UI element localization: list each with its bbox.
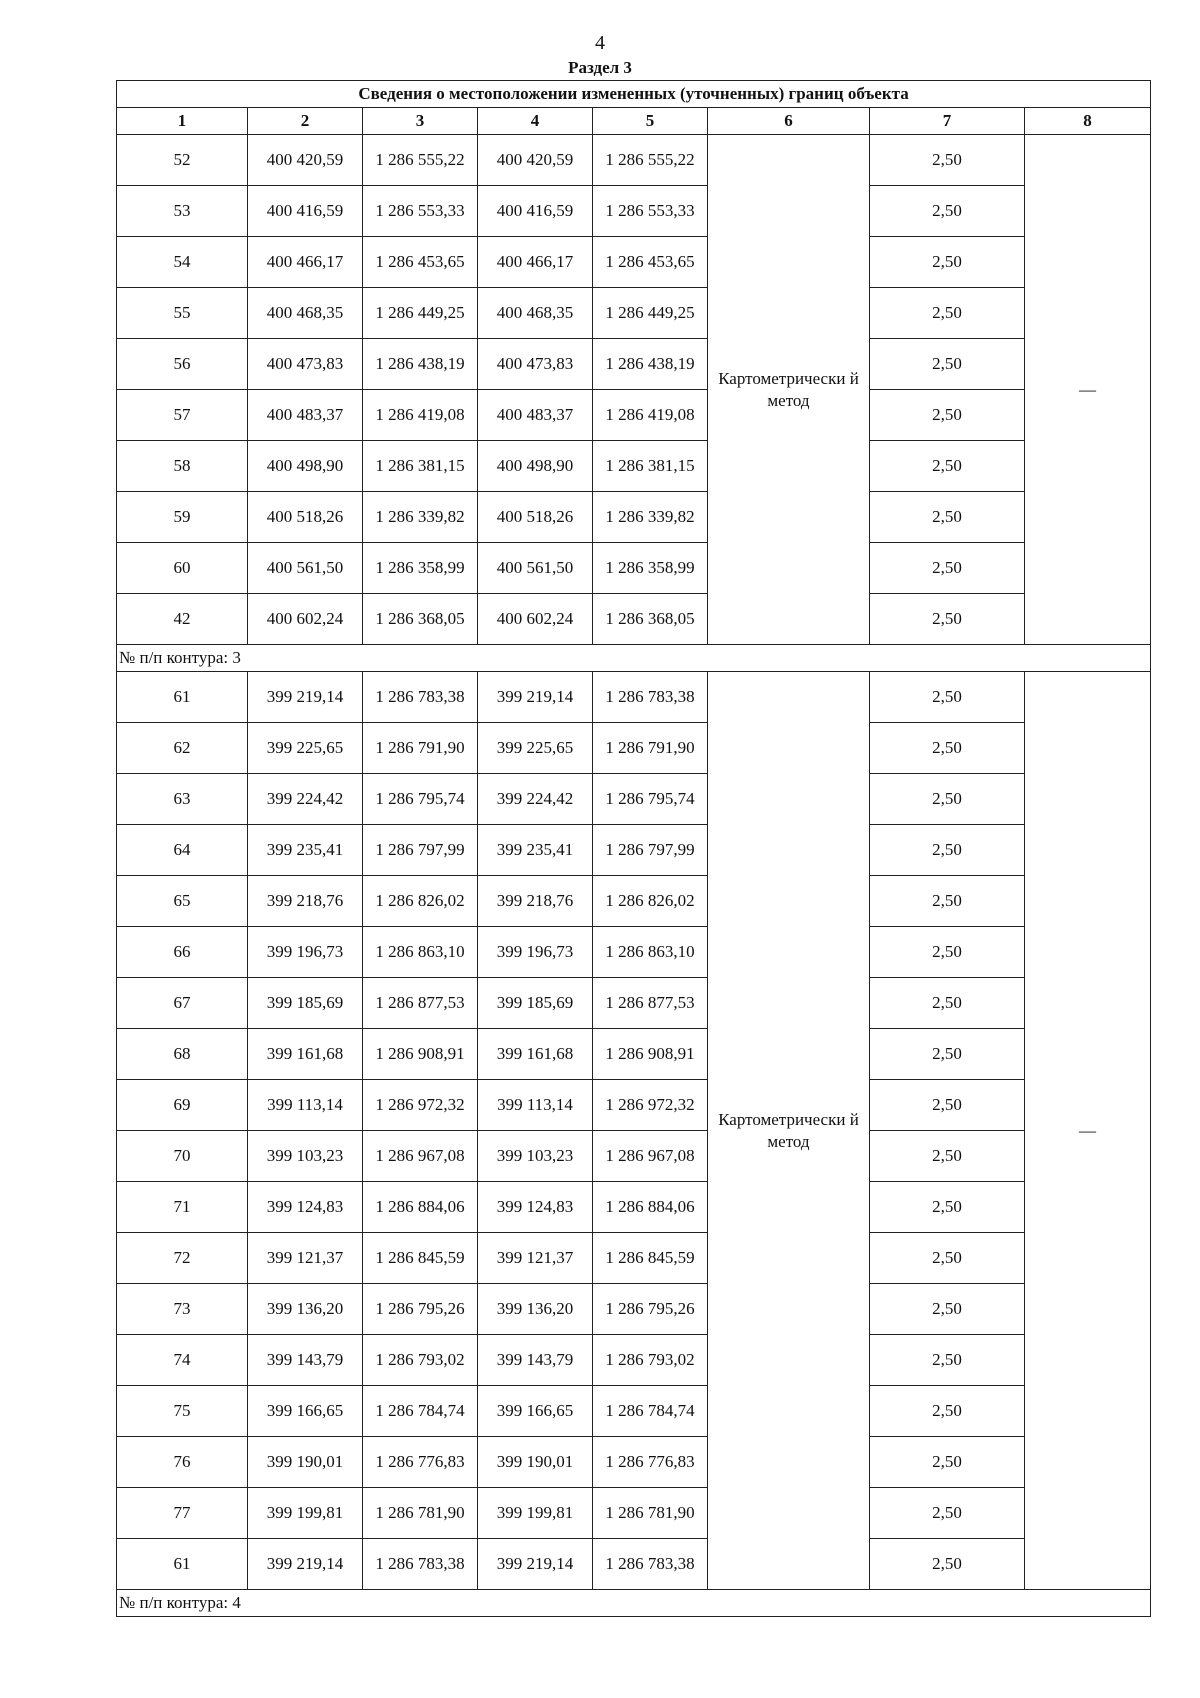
new-x-cell: 399 196,73 [478,927,593,978]
accuracy-cell: 2,50 [870,1437,1025,1488]
point-number-cell: 53 [117,186,248,237]
old-y-cell: 1 286 863,10 [363,927,478,978]
old-x-cell: 399 218,76 [248,876,363,927]
table-row [117,390,1151,441]
table-row [117,237,1151,288]
column-header: 3 [363,108,478,135]
old-x-cell: 400 602,24 [248,594,363,645]
new-y-cell: 1 286 555,22 [593,135,708,186]
old-x-cell: 400 518,26 [248,492,363,543]
section-title: Раздел 3 [568,58,632,77]
new-x-cell: 399 224,42 [478,774,593,825]
table-caption: Сведения о местоположении измененных (уточненных) границ объекта [117,81,1151,108]
new-x-cell: 399 190,01 [478,1437,593,1488]
old-y-cell: 1 286 972,32 [363,1080,478,1131]
old-x-cell: 400 468,35 [248,288,363,339]
point-number-cell: 69 [117,1080,248,1131]
new-y-cell: 1 286 784,74 [593,1386,708,1437]
new-y-cell: 1 286 795,74 [593,774,708,825]
old-x-cell: 399 185,69 [248,978,363,1029]
contour-label: № п/п контура: 3 [117,645,1151,672]
table-row [117,543,1151,594]
point-number-cell: 56 [117,339,248,390]
old-y-cell: 1 286 795,26 [363,1284,478,1335]
new-y-cell: 1 286 908,91 [593,1029,708,1080]
new-x-cell: 400 483,37 [478,390,593,441]
accuracy-cell: 2,50 [870,876,1025,927]
new-y-cell: 1 286 795,26 [593,1284,708,1335]
table-row [117,672,1151,723]
point-number-cell: 55 [117,288,248,339]
new-x-cell: 399 199,81 [478,1488,593,1539]
new-y-cell: 1 286 783,38 [593,1539,708,1590]
new-y-cell: 1 286 826,02 [593,876,708,927]
point-number-cell: 54 [117,237,248,288]
point-number-cell: 68 [117,1029,248,1080]
new-x-cell: 399 113,14 [478,1080,593,1131]
old-y-cell: 1 286 553,33 [363,186,478,237]
new-x-cell: 399 136,20 [478,1284,593,1335]
new-x-cell: 400 468,35 [478,288,593,339]
old-x-cell: 400 416,59 [248,186,363,237]
accuracy-cell: 2,50 [870,237,1025,288]
column-header: 6 [708,108,870,135]
accuracy-cell: 2,50 [870,1284,1025,1335]
old-y-cell: 1 286 783,38 [363,1539,478,1590]
accuracy-cell: 2,50 [870,441,1025,492]
old-y-cell: 1 286 368,05 [363,594,478,645]
point-number-cell: 66 [117,927,248,978]
new-x-cell: 399 235,41 [478,825,593,876]
old-x-cell: 399 136,20 [248,1284,363,1335]
accuracy-cell: 2,50 [870,594,1025,645]
table-row [117,135,1151,186]
point-number-cell: 74 [117,1335,248,1386]
point-number-cell: 64 [117,825,248,876]
old-y-cell: 1 286 845,59 [363,1233,478,1284]
point-number-cell: 63 [117,774,248,825]
point-number-cell: 76 [117,1437,248,1488]
accuracy-cell: 2,50 [870,492,1025,543]
table-header-row [117,108,1151,135]
new-y-cell: 1 286 776,83 [593,1437,708,1488]
accuracy-cell: 2,50 [870,1386,1025,1437]
new-x-cell: 400 420,59 [478,135,593,186]
old-y-cell: 1 286 419,08 [363,390,478,441]
old-y-cell: 1 286 884,06 [363,1182,478,1233]
table-row [117,1437,1151,1488]
accuracy-cell: 2,50 [870,1233,1025,1284]
new-x-cell: 400 518,26 [478,492,593,543]
column-header: 4 [478,108,593,135]
old-y-cell: 1 286 776,83 [363,1437,478,1488]
description-cell: — [1025,135,1151,645]
new-y-cell: 1 286 863,10 [593,927,708,978]
old-y-cell: 1 286 358,99 [363,543,478,594]
old-y-cell: 1 286 877,53 [363,978,478,1029]
table-row [117,288,1151,339]
new-x-cell: 399 143,79 [478,1335,593,1386]
point-number-cell: 60 [117,543,248,594]
new-y-cell: 1 286 368,05 [593,594,708,645]
old-y-cell: 1 286 793,02 [363,1335,478,1386]
old-x-cell: 400 483,37 [248,390,363,441]
accuracy-cell: 2,50 [870,135,1025,186]
new-x-cell: 399 103,23 [478,1131,593,1182]
method-cell: Картометрически й метод [708,135,870,645]
accuracy-cell: 2,50 [870,1182,1025,1233]
new-y-cell: 1 286 797,99 [593,825,708,876]
new-x-cell: 400 416,59 [478,186,593,237]
new-x-cell: 399 225,65 [478,723,593,774]
new-y-cell: 1 286 845,59 [593,1233,708,1284]
old-x-cell: 399 219,14 [248,1539,363,1590]
new-x-cell: 399 161,68 [478,1029,593,1080]
accuracy-cell: 2,50 [870,1080,1025,1131]
point-number-cell: 59 [117,492,248,543]
table-row [117,594,1151,645]
table-row [117,186,1151,237]
contour-label: № п/п контура: 4 [117,1590,1151,1617]
old-y-cell: 1 286 784,74 [363,1386,478,1437]
old-x-cell: 399 103,23 [248,1131,363,1182]
old-x-cell: 399 113,14 [248,1080,363,1131]
new-y-cell: 1 286 884,06 [593,1182,708,1233]
old-x-cell: 399 235,41 [248,825,363,876]
new-x-cell: 400 473,83 [478,339,593,390]
table-row [117,1182,1151,1233]
accuracy-cell: 2,50 [870,1131,1025,1182]
old-y-cell: 1 286 783,38 [363,672,478,723]
new-y-cell: 1 286 449,25 [593,288,708,339]
table-row [117,978,1151,1029]
table-row [117,876,1151,927]
new-y-cell: 1 286 381,15 [593,441,708,492]
old-y-cell: 1 286 453,65 [363,237,478,288]
accuracy-cell: 2,50 [870,1488,1025,1539]
column-header: 5 [593,108,708,135]
new-x-cell: 400 561,50 [478,543,593,594]
new-y-cell: 1 286 358,99 [593,543,708,594]
new-y-cell: 1 286 791,90 [593,723,708,774]
table-row [117,492,1151,543]
new-y-cell: 1 286 438,19 [593,339,708,390]
accuracy-cell: 2,50 [870,1029,1025,1080]
table-row [117,825,1151,876]
point-number-cell: 71 [117,1182,248,1233]
accuracy-cell: 2,50 [870,978,1025,1029]
old-y-cell: 1 286 339,82 [363,492,478,543]
page-number: 4 [595,32,605,54]
table-row [117,723,1151,774]
point-number-cell: 42 [117,594,248,645]
new-x-cell: 399 218,76 [478,876,593,927]
old-y-cell: 1 286 826,02 [363,876,478,927]
accuracy-cell: 2,50 [870,543,1025,594]
column-header: 8 [1025,108,1151,135]
new-x-cell: 399 166,65 [478,1386,593,1437]
old-x-cell: 400 466,17 [248,237,363,288]
table-row [117,1335,1151,1386]
point-number-cell: 77 [117,1488,248,1539]
point-number-cell: 58 [117,441,248,492]
new-y-cell: 1 286 453,65 [593,237,708,288]
new-y-cell: 1 286 553,33 [593,186,708,237]
old-x-cell: 399 143,79 [248,1335,363,1386]
point-number-cell: 62 [117,723,248,774]
boundary-coordinates-table [116,80,1151,1617]
new-x-cell: 400 498,90 [478,441,593,492]
column-header: 1 [117,108,248,135]
old-y-cell: 1 286 797,99 [363,825,478,876]
point-number-cell: 73 [117,1284,248,1335]
table-row [117,1284,1151,1335]
accuracy-cell: 2,50 [870,186,1025,237]
old-x-cell: 399 224,42 [248,774,363,825]
new-x-cell: 399 121,37 [478,1233,593,1284]
table-row [117,1539,1151,1590]
old-y-cell: 1 286 449,25 [363,288,478,339]
new-y-cell: 1 286 967,08 [593,1131,708,1182]
table-row [117,441,1151,492]
point-number-cell: 67 [117,978,248,1029]
old-x-cell: 399 219,14 [248,672,363,723]
table-row [117,1131,1151,1182]
new-y-cell: 1 286 419,08 [593,390,708,441]
accuracy-cell: 2,50 [870,390,1025,441]
new-x-cell: 400 602,24 [478,594,593,645]
old-y-cell: 1 286 555,22 [363,135,478,186]
new-y-cell: 1 286 793,02 [593,1335,708,1386]
table-row [117,339,1151,390]
accuracy-cell: 2,50 [870,774,1025,825]
accuracy-cell: 2,50 [870,672,1025,723]
description-cell: — [1025,672,1151,1590]
new-y-cell: 1 286 781,90 [593,1488,708,1539]
old-x-cell: 399 196,73 [248,927,363,978]
accuracy-cell: 2,50 [870,927,1025,978]
old-x-cell: 399 225,65 [248,723,363,774]
old-x-cell: 399 121,37 [248,1233,363,1284]
accuracy-cell: 2,50 [870,1539,1025,1590]
old-y-cell: 1 286 791,90 [363,723,478,774]
table-row [117,927,1151,978]
new-x-cell: 399 219,14 [478,672,593,723]
method-cell: Картометрически й метод [708,672,870,1590]
old-x-cell: 399 161,68 [248,1029,363,1080]
column-header: 2 [248,108,363,135]
old-y-cell: 1 286 908,91 [363,1029,478,1080]
new-x-cell: 399 124,83 [478,1182,593,1233]
point-number-cell: 61 [117,1539,248,1590]
table-row [117,774,1151,825]
old-y-cell: 1 286 781,90 [363,1488,478,1539]
new-x-cell: 399 185,69 [478,978,593,1029]
new-y-cell: 1 286 783,38 [593,672,708,723]
accuracy-cell: 2,50 [870,1335,1025,1386]
accuracy-cell: 2,50 [870,288,1025,339]
old-x-cell: 399 124,83 [248,1182,363,1233]
point-number-cell: 72 [117,1233,248,1284]
old-x-cell: 400 561,50 [248,543,363,594]
accuracy-cell: 2,50 [870,339,1025,390]
new-x-cell: 400 466,17 [478,237,593,288]
table-row [117,1233,1151,1284]
point-number-cell: 57 [117,390,248,441]
point-number-cell: 70 [117,1131,248,1182]
old-x-cell: 400 420,59 [248,135,363,186]
new-x-cell: 399 219,14 [478,1539,593,1590]
old-x-cell: 399 166,65 [248,1386,363,1437]
old-y-cell: 1 286 381,15 [363,441,478,492]
old-x-cell: 400 498,90 [248,441,363,492]
table-row [117,1488,1151,1539]
old-x-cell: 399 199,81 [248,1488,363,1539]
old-x-cell: 400 473,83 [248,339,363,390]
table-row [117,1386,1151,1437]
old-x-cell: 399 190,01 [248,1437,363,1488]
new-y-cell: 1 286 972,32 [593,1080,708,1131]
new-y-cell: 1 286 339,82 [593,492,708,543]
point-number-cell: 61 [117,672,248,723]
new-y-cell: 1 286 877,53 [593,978,708,1029]
table-row [117,1029,1151,1080]
column-header: 7 [870,108,1025,135]
point-number-cell: 52 [117,135,248,186]
accuracy-cell: 2,50 [870,825,1025,876]
point-number-cell: 75 [117,1386,248,1437]
old-y-cell: 1 286 795,74 [363,774,478,825]
old-y-cell: 1 286 438,19 [363,339,478,390]
old-y-cell: 1 286 967,08 [363,1131,478,1182]
point-number-cell: 65 [117,876,248,927]
accuracy-cell: 2,50 [870,723,1025,774]
table-row [117,1080,1151,1131]
